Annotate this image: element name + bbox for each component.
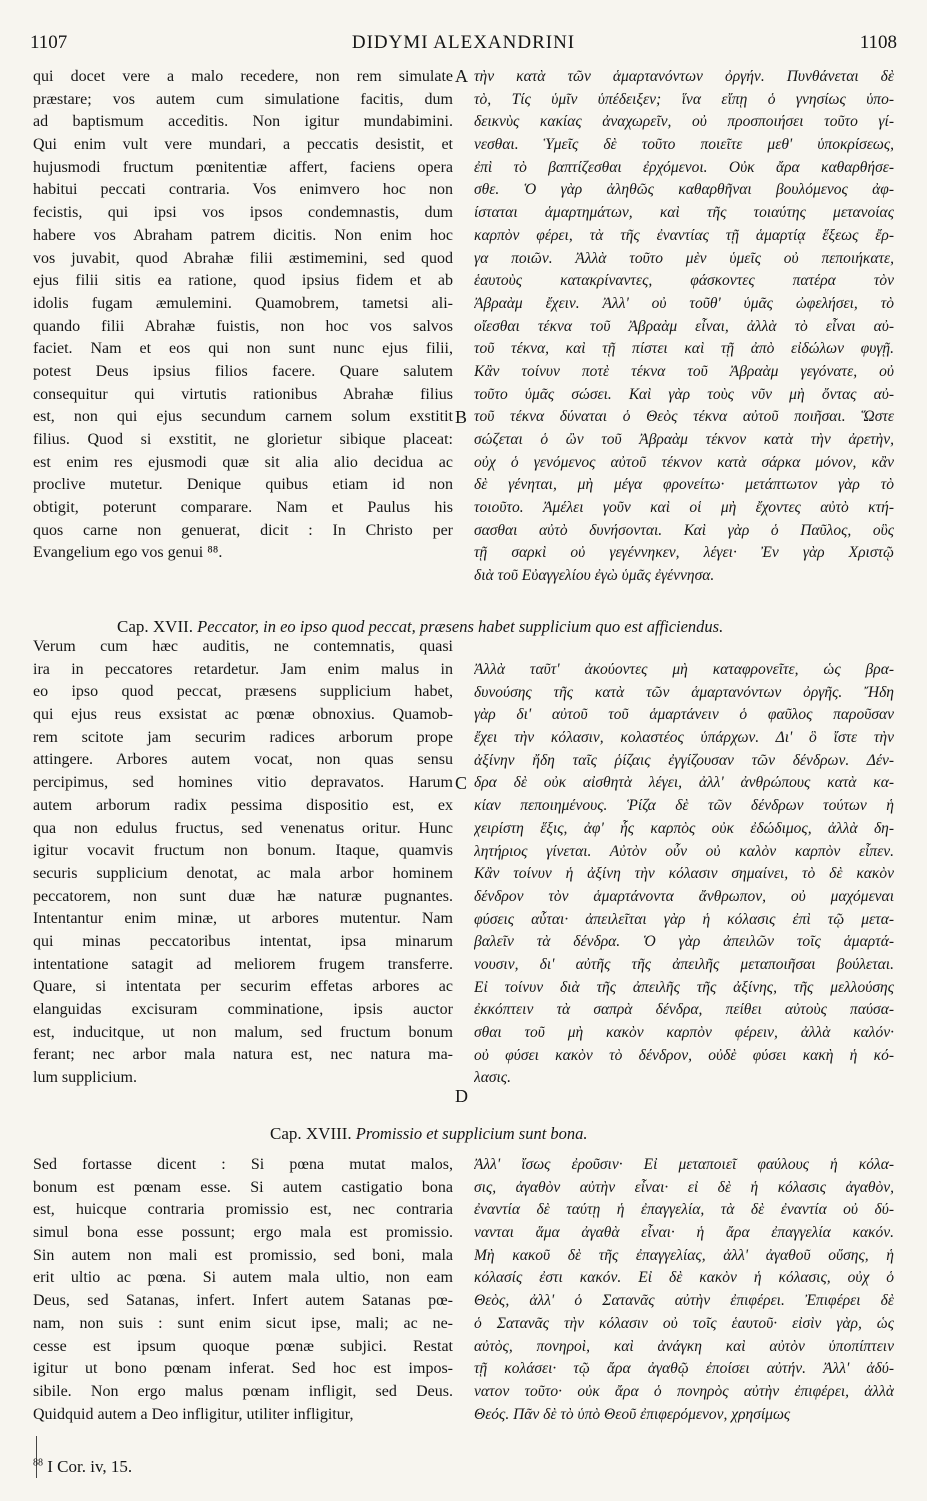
text-line: οἴεσθαι τέκνα τοῦ Ἀβραὰμ εἶναι, ἀλλὰ τὸ εἶναι αὐ-: [474, 317, 894, 335]
margin-marker-d: D: [455, 1086, 468, 1106]
text-line: σώζεται ὁ ὢν τοῦ Ἀβραὰμ τέκνον κατὰ τὴν ἀρετὴν,: [474, 431, 894, 448]
text-line: proclive mutetur. Denique quibus etiam id non: [33, 476, 453, 494]
text-line: Intentantur enim minæ, ut arbores mutentur. Nam: [33, 910, 453, 928]
text-line: ίσταται ἁμαρτημάτων, καὶ τῆς τοιαύτης μετανοίας: [474, 204, 894, 222]
text-line: quos carne non genuerat, dicit : In Christo per: [33, 521, 453, 539]
text-line: χειρίστη ἕξις, ἀφ' ἧς καρπὸς οὐκ ἐδώδιμος, ἀλλὰ δη-: [474, 819, 894, 837]
text-line: τοιοῦτο. Ἀμέλει γοῦν καὶ οἱ μὴ ἔχοντες αὐτὸ κτή-: [474, 499, 894, 517]
text-line: νεσθαι. Ὑμεῖς δὲ τοῦτο ποιεῖτε μεθ' ὑποκρίσεως,: [474, 136, 894, 154]
text-line: Θεὸς, ἀλλ' ὁ Σατανᾶς αὐτὴν ἐπιφέρει. Ἐπιφέρει δὲ: [474, 1292, 894, 1310]
margin-marker-c: C: [455, 773, 468, 793]
page-number-right: 1108: [859, 32, 897, 53]
text-line: Κἂν τοίνυν ποτὲ τέκνα τοῦ Ἀβραὰμ γεγόνατε, οὐ: [474, 362, 894, 380]
chapter-title: Peccator, in eo ipso quod peccat, præsens habet supplicium quo est afficiendus.: [197, 617, 724, 636]
running-title: DIDYMI ALEXANDRINI: [351, 32, 576, 53]
text-line: τοῦτο ὑμᾶς σώσει. Καὶ γὰρ τοὺς νῦν μὴ ὄντας αὐ-: [474, 385, 894, 403]
text-line: Deus, sed Satanas, infert. Infert autem Satanas pœ-: [33, 1292, 453, 1310]
chapter-heading-17: [117, 617, 723, 637]
text-line: τῇ κολάσει· τῷ ἄρα ἀγαθῷ ἐποίσει αὐτήν. Ἀλλ' ἀδύ-: [474, 1360, 894, 1378]
text-line: cesse est ipsum quoque pœnæ subjici. Restat: [33, 1337, 453, 1355]
text-line: faciet. Nam et eos qui non sunt nunc ejus filii,: [33, 340, 453, 358]
text-line: habere vos Abraham patrem dicitis. Non enim hoc: [33, 226, 453, 244]
text-line: Εἰ τοίνυν διὰ τῆς ἀπειλῆς τῆς ἀξίνης, τῆς μελλούσης: [474, 978, 894, 996]
text-line: δρα δὲ οὐκ αἰσθητὰ λέγει, ἀλλ' ἀνθρώπους κατὰ κα-: [474, 774, 894, 792]
text-line: qui docet vere a malo recedere, non rem simulate: [33, 68, 453, 85]
text-line: σις, ἀγαθὸν αὐτὴν εἶναι· εἰ δὲ ἡ κόλασις ἀγαθὸν,: [474, 1178, 894, 1196]
text-line: ἔχει τὴν κόλασιν, κολαστέος ὑπάρχων. Δι' ὃ ἴστε τὴν: [474, 729, 894, 747]
text-line: Ἀλλὰ ταῦτ' ἀκούοντες μὴ καταφρονεῖτε, ὡς βρα-: [474, 661, 894, 678]
greek-column-cap17: [474, 659, 894, 1090]
text-line: βαλεῖν τὰ δένδρα. Ὁ γὰρ ἀπειλῶν τοῖς ἁμαρτά-: [474, 933, 894, 951]
latin-column-cap18: [33, 1154, 453, 1426]
text-line: ἐπὶ τὸ βαπτίζεσθαι ἐρχόμενοι. Οὐκ ἄρα καθαρθήσε-: [474, 158, 894, 176]
latin-column-cap17: [33, 636, 453, 1090]
text-line: quando filii Abrahæ fuistis, non hoc vos salvos: [33, 317, 453, 335]
text-line: δυνούσης τῆς κατὰ τῶν ἁμαρτανόντων ὀργῆς. Ἤδη: [474, 683, 894, 701]
text-line: ἐναντία δὲ ταύτῃ ἡ ἐπαγγελία, τὰ δὲ ἐναντία οὐ δύ-: [474, 1201, 894, 1219]
text-line: Μὴ κακοῦ δὲ τῆς ἐπαγγελίας, ἀλλ' ἀγαθοῦ οὔσης, ἡ: [474, 1246, 894, 1264]
text-line: attingere. Arbores autem vocat, non quas sensu: [33, 751, 453, 769]
text-line: potest Deus ipsius filios facere. Quare salutem: [33, 362, 453, 380]
text-line: elanguidas excisuram comminatione, ipsis auctor: [33, 1001, 453, 1018]
text-line: intentatione satagit ad meliorem frugem transferre.: [33, 955, 453, 973]
text-line: filius. Quod si exstitit, ne glorietur sibique placeat:: [33, 431, 453, 448]
text-line: Quidquid autem a Deo infligitur, utiliter infligitur,: [33, 1405, 354, 1423]
text-line: ad baptismum acceditis. Non igitur mundabimini.: [33, 113, 453, 131]
text-line: ὁ Σατανᾶς τὴν κόλασιν οὐ τοῖς ἑαυτοῦ· εἰσὶν γὰρ, ὡς: [474, 1314, 894, 1332]
text-line: peccatorem, non sunt duæ hæ naturæ pugnantes.: [33, 887, 453, 905]
margin-marker-b: B: [455, 407, 468, 427]
text-line: Κἂν τοίνυν ἡ ἀξίνη τὴν κόλασιν σημαίνει, τὸ δὲ κακὸν: [474, 865, 894, 883]
page-number-left: 1107: [30, 32, 68, 53]
text-line: καρπὸν φέρει, τὰ τῆς ἐναντίας τῇ ἁμαρτίᾳ ἕξεως ἔρ-: [474, 226, 894, 244]
chapter-title: Promissio et supplicium sunt bona.: [355, 1124, 588, 1143]
text-line: ἐκκόπτειν τὰ σαπρὰ δένδρα, πείθει αὐτοὺς παύσα-: [474, 1001, 894, 1019]
text-line: Quare, si intentata per securim effetas arbores ac: [33, 978, 453, 996]
text-line: δὲ γένηται, μὴ μέγα φρονείτω· μετάπτωτον γὰρ τὸ: [474, 476, 894, 494]
text-line: τὸ, Τίς ὑμῖν ὑπέδειξεν; ἵνα εἴπῃ ὁ γνησίως ὑπο-: [474, 90, 894, 108]
footnote-number: 88: [33, 1457, 43, 1469]
text-line: sibile. Non ergo malus pœnam infligit, sed Deus.: [33, 1382, 453, 1400]
text-line: τὴν κατὰ τῶν ἁμαρτανόντων ὀργήν. Πυνθάνεται δὲ: [474, 68, 894, 85]
text-line: νουσιν, δι' αὐτῆς τῆς ἀπειλῆς μεταποιῆσαι βούλεται.: [474, 955, 894, 973]
text-line: γα ποιῶν. Ἀλλὰ τοῦτο μὲν ὑμεῖς οὐ πεποιήκατε,: [474, 249, 894, 267]
text-line: Sed fortasse dicent : Si pœna mutat malos,: [33, 1156, 453, 1173]
text-line: eo ipso quod peccat, præsens supplicium habet,: [33, 683, 453, 701]
text-line: qui minas peccatoribus intentat, ipsa minarum: [33, 932, 453, 950]
text-line: Θεός. Πᾶν δὲ τὸ ὑπὸ Θεοῦ ἐπιφερόμενον, χρησίμως: [474, 1405, 791, 1423]
text-line: lum supplicium.: [33, 1069, 137, 1087]
margin-marker-a: A: [455, 66, 468, 86]
text-line: vos juvabit, quod Abrahæ filii æstimemini, sed quod: [33, 249, 453, 267]
latin-column-section1: [33, 66, 453, 565]
text-line: est, huicque contraria promissio est, nec contraria: [33, 1201, 453, 1219]
text-line: ἀξίνην ἤδη ταῖς ῥίζαις ἐγγίζουσαν τῶν δένδρων. Δέν-: [474, 751, 894, 769]
text-line: κόλασίς ἐστι κακόν. Εἰ δὲ κακὸν ἡ κόλασις, οὐχ ὁ: [474, 1269, 894, 1287]
text-line: Ἀλλ' ἴσως ἐροῦσιν· Εἰ μεταποιεῖ φαύλους ἡ κόλα-: [474, 1156, 894, 1173]
greek-column-section1: [474, 66, 894, 588]
text-line: qua non edulus fructus, sed venenatus oritur. Hunc: [33, 819, 453, 837]
text-line: νατον τοῦτο· οὐκ ἄρα ὁ πονηρὸς αὐτὴν ἐπιφέρει, ἀλλὰ: [474, 1382, 894, 1400]
text-line: ἑαυτοὺς κατακρίναντες, φάσκοντες πατέρα τὸν: [474, 272, 894, 290]
text-line: est, non qui ejus secundum carnem solum exstitit: [33, 408, 453, 426]
text-line: τοῦ τέκνα, καὶ τῇ πίστει καὶ τῇ ἀπὸ εἰδώλων φυγῇ.: [474, 340, 894, 358]
chapter-number: Cap. XVIII.: [270, 1124, 352, 1143]
text-line: consequitur qui virtutis rationibus Abrahæ filius: [33, 385, 453, 403]
text-line: τοῦ τέκνα δύναται ὁ Θεὸς τέκνα αὐτοῦ ποιῆσαι. Ὥστε: [474, 408, 894, 426]
greek-column-cap18: [474, 1154, 894, 1426]
text-line: τῇ σαρκὶ οὐ γεγέννηκεν, λέγει· Ἐν γὰρ Χριστῷ: [474, 544, 894, 562]
text-line: νανται ἅμα ἀγαθὰ εἶναι· ἡ ἄρα ἐπαγγελία κακόν.: [474, 1224, 894, 1242]
text-line: est, inducitque, ut non malum, sed fructum bonum: [33, 1023, 453, 1041]
text-line: habitui peccati contraria. Vos enimvero hoc non: [33, 181, 453, 199]
text-line: erit ultio ac pœna. Si autem mala ultio, non eam: [33, 1269, 453, 1287]
text-line: obtigit, poterunt comparare. Nam et Paulus his: [33, 499, 453, 517]
text-line: σθαι τοῦ μὴ κακὸν καρπὸν φέρειν, ἀλλὰ καλόν·: [474, 1024, 894, 1041]
text-line: percipimus, sed homines vitio depravatos. Harum: [33, 774, 453, 792]
text-line: præstare; vos autem cum simulatione facitis, dum: [33, 90, 453, 108]
text-line: qui ejus reus exsistat ac pœnæ obnoxius. Quamob-: [33, 706, 453, 724]
text-line: autem arborum radix pessima dispositio est, ex: [33, 796, 453, 814]
text-line: οὐχ ὁ γενόμενος αὐτοῦ τέκνον κατὰ σάρκα μόνον, κἂν: [474, 453, 894, 471]
text-line: idolis fugam æmulemini. Quamobrem, tametsi ali-: [33, 294, 453, 312]
text-line: γὰρ δι' αὐτοῦ τοῦ ἁμαρτάνειν ὁ φαῦλος παροῦσαν: [474, 706, 894, 724]
running-header: [30, 32, 897, 58]
footnote-text: I Cor. iv, 15.: [47, 1457, 133, 1476]
chapter-number: Cap. XVII.: [117, 617, 194, 636]
text-line: fecistis, qui ipsi vos ipsos condemnastis, dum: [33, 204, 453, 222]
text-line: nam, non suis : sunt enim sicut ipse, mali; ac ne-: [33, 1314, 453, 1332]
text-line: hujusmodi fructum pœnitentiæ affert, faciens opera: [33, 158, 453, 176]
text-line: διὰ τοῦ Εὐαγγελίου ἐγὼ ὑμᾶς ἐγέννησα.: [474, 567, 715, 585]
text-line: κίαν πεποιημένους. Ῥίζα δὲ τῶν δένδρων τούτων ἡ: [474, 797, 894, 815]
text-line: igitur ut bono pœnam inferat. Sed hoc est impos-: [33, 1360, 453, 1378]
text-line: rem scitote jam securim radices arborum prope: [33, 728, 453, 746]
text-line: λασις.: [474, 1069, 511, 1087]
text-line: δεικνὺς κακίας ἀναχωρεῖν, οὐ προσποιήσει τοῦτο γί-: [474, 113, 894, 131]
text-line: Evangelium ego vos genui ⁸⁸.: [33, 544, 223, 562]
chapter-heading-18: [270, 1124, 588, 1144]
text-line: ejus filii sitis ea ratione, quod ipsius fidem et ab: [33, 272, 453, 290]
text-line: securis supplicium denotat, ac mala arbor hominem: [33, 864, 453, 882]
text-line: σθε. Ὁ γὰρ ἀληθῶς καθαρθῆναι βουλόμενος ἀφ-: [474, 181, 894, 199]
text-line: est enim res ejusmodi quæ sit alia alio decidua ac: [33, 453, 453, 471]
text-line: αὐτὸς, πονηροὶ, καὶ ἀνάγκη καὶ αὐτὸν ὑποπίπτειν: [474, 1337, 894, 1355]
text-line: bonum est pœnam esse. Si autem castigatio bona: [33, 1178, 453, 1196]
text-line: φύσεις αὗται· ἀπειλεῖται γὰρ ἡ κόλασις ἐπὶ τῷ μετα-: [474, 910, 894, 928]
text-line: Verum cum hæc auditis, ne contemnatis, quasi: [33, 638, 453, 655]
text-line: igitur vocavit fructum non bonum. Itaque, quamvis: [33, 842, 453, 860]
text-line: οὐ φύσει κακὸν τὸ δένδρον, οὐδὲ φύσει κακὴ ἡ κό-: [474, 1046, 894, 1064]
text-line: Qui enim vult vere mundari, a peccatis desistit, et: [33, 136, 453, 154]
text-line: Sin autem non mali est promissio, sed boni, mala: [33, 1246, 453, 1264]
text-line: ira in peccatores retardetur. Jam enim malus in: [33, 660, 453, 678]
text-line: σασθαι αὐτὸ δυνήσονται. Καὶ γὰρ ὁ Παῦλος, οὓς: [474, 521, 894, 539]
text-line: λητήριος γίνεται. Αὐτὸν οὖν οὐ καλὸν καρπὸν εἶπεν.: [474, 842, 894, 860]
text-line: δένδρον τὸν ἁμαρτάνοντα ἄνθρωπον, οὐ μαχόμεναι: [474, 887, 894, 905]
text-line: ferant; nec arbor mala natura est, nec natura ma-: [33, 1046, 453, 1064]
text-line: simul bona esse possunt; ergo mala est promissio.: [33, 1224, 453, 1242]
text-line: Ἀβραὰμ ἔχειν. Ἀλλ' οὐ τοῦθ' ὑμᾶς ὠφελήσει, τὸ: [474, 294, 894, 312]
footnote: [33, 1457, 132, 1477]
